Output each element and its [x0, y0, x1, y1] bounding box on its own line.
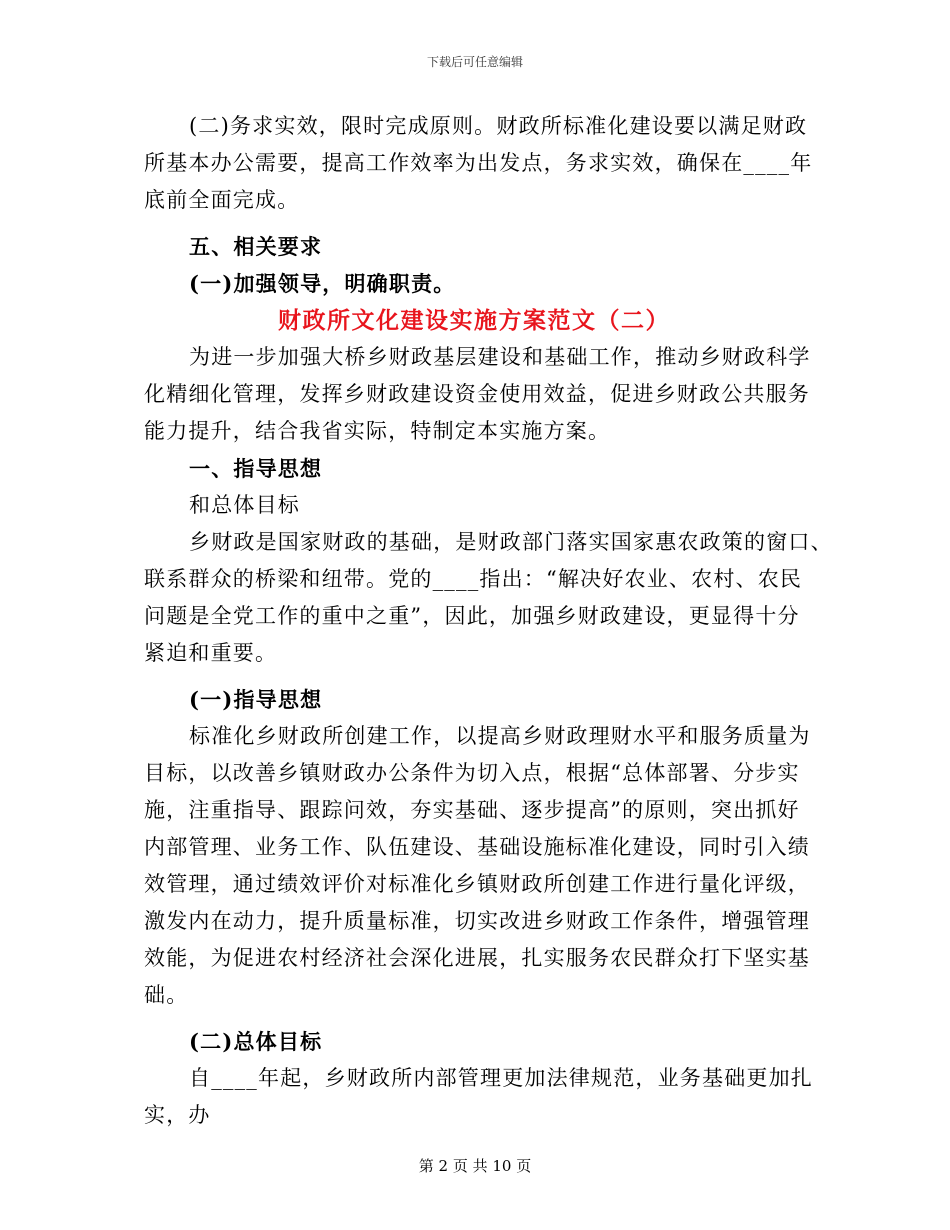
- text-line: 化精细化管理，发挥乡财政建设资金使用效益，促进乡财政公共服务: [144, 382, 810, 406]
- section-heading-guiding-thought: 一、指导思想: [189, 456, 323, 481]
- text-line: 实，办: [144, 1103, 211, 1127]
- subsection-heading-guiding-thought: (一)指导思想: [189, 687, 323, 712]
- paragraph-guiding-thought: [144, 718, 811, 1014]
- section-heading-continuation: 和总体目标: [189, 493, 300, 517]
- section-heading-requirements: 五、相关要求: [189, 234, 323, 259]
- text-line: 问题是全党工作的重中之重”，因此，加强乡财政建设，更显得十分: [144, 604, 800, 628]
- text-line: 效管理，通过绩效评价对标准化乡镇财政所创建工作进行量化评级，: [144, 872, 810, 896]
- text-line: 为进一步加强大桥乡财政基层建设和基础工作，推动乡财政科学: [189, 345, 811, 369]
- text-line: 乡财政是国家财政的基础，是财政部门落实国家惠农政策的窗口、: [189, 530, 833, 554]
- text-line: 标准化乡财政所创建工作，以提高乡财政理财水平和服务质量为: [189, 724, 811, 748]
- text-line: 所基本办公需要，提高工作效率为出发点，务求实效，确保在____年: [144, 151, 813, 175]
- text-line: (二)务求实效，限时完成原则。财政所标准化建设要以满足财政: [189, 114, 808, 138]
- text-line: 施，注重指导、跟踪问效，夯实基础、逐步提高”的原则，突出抓好: [144, 798, 800, 822]
- document-title: 财政所文化建设实施方案范文（二）: [278, 307, 670, 334]
- subsection-heading-leadership: (一)加强领导，明确职责。: [189, 271, 456, 296]
- text-line: 础。: [144, 983, 189, 1007]
- text-line: 底前全面完成。: [144, 188, 300, 212]
- text-line: 联系群众的桥梁和纽带。党的____指出：“解决好农业、农村、农民: [144, 567, 803, 591]
- text-line: 效能，为促进农村经济社会深化进展，扎实服务农民群众打下坚实基: [144, 946, 810, 970]
- text-line: 激发内在动力，提升质量标准，切实改进乡财政工作条件，增强管理: [144, 909, 810, 933]
- paragraph-intro: [144, 339, 811, 450]
- page-header: 下载后可任意编辑: [426, 55, 523, 69]
- subsection-heading-overall-goal: (二)总体目标: [189, 1029, 323, 1054]
- page-footer: 第 2 页 共 10 页: [418, 1157, 532, 1175]
- text-line: 目标，以改善乡镇财政办公条件为切入点，根据“总体部署、分步实: [144, 761, 800, 785]
- text-line: 内部管理、业务工作、队伍建设、基础设施标准化建设，同时引入绩: [144, 835, 810, 859]
- document-body: [144, 108, 833, 1134]
- text-line: 能力提升，结合我省实际，特制定本实施方案。: [144, 419, 611, 443]
- paragraph-overall-goal: [144, 1060, 813, 1134]
- paragraph-importance: [144, 524, 833, 672]
- text-line: 自____年起，乡财政所内部管理更加法律规范，业务基础更加扎: [189, 1066, 813, 1090]
- text-line: 紧迫和重要。: [144, 641, 278, 665]
- paragraph-principle-2: [144, 108, 813, 219]
